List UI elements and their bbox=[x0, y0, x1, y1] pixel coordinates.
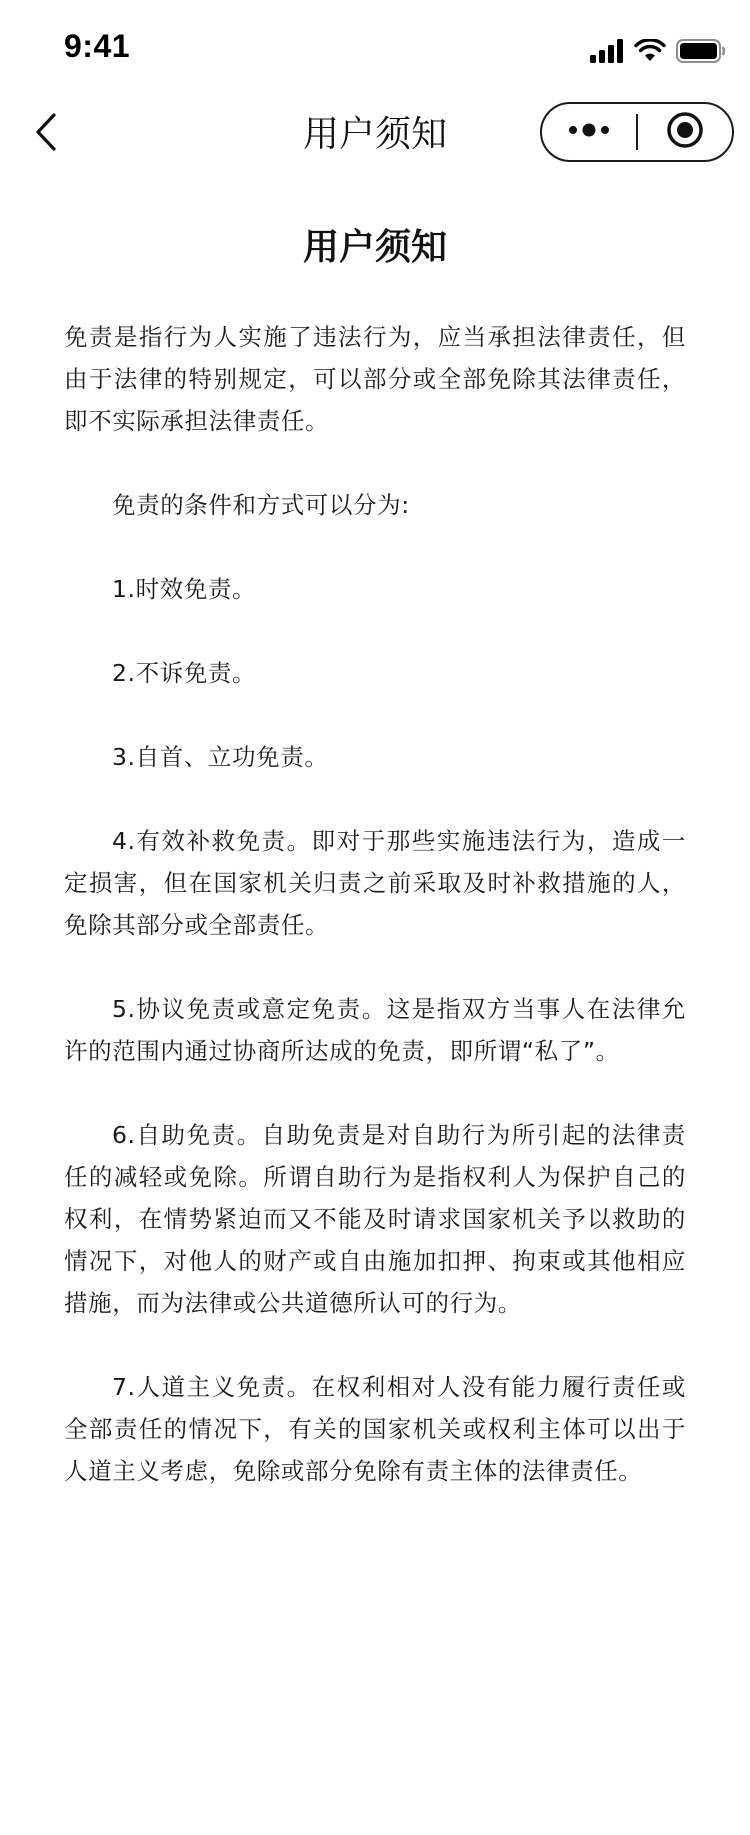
wifi-icon bbox=[634, 39, 666, 63]
close-button[interactable] bbox=[638, 104, 732, 160]
paragraph: 免责的条件和方式可以分为: bbox=[112, 491, 410, 519]
status-bar bbox=[0, 0, 750, 96]
paragraph: 7.人道主义免责。在权利相对人没有能力履行责任或全部责任的情况下，有关的国家机关或权利主体可以出于人道主义考虑，免除或部分免除有责主体的法律责任。 bbox=[64, 1373, 686, 1485]
back-button[interactable] bbox=[18, 106, 74, 162]
status-time: 9:41 bbox=[64, 28, 131, 64]
chevron-left-icon bbox=[34, 112, 58, 156]
paragraph: 3.自首、立功免责。 bbox=[112, 743, 329, 771]
battery-icon bbox=[676, 39, 726, 63]
mini-program-capsule bbox=[540, 102, 734, 162]
signal-icon bbox=[590, 39, 624, 63]
paragraph: 4.有效补救免责。即对于那些实施违法行为，造成一定损害，但在国家机关归责之前采取及时补救措施的人，免除其部分或全部责任。 bbox=[64, 827, 686, 939]
paragraph: 6.自助免责。自助免责是对自助行为所引起的法律责任的减轻或免除。所谓自助行为是指权利人为保护自己的权利，在情势紧迫而又不能及时请求国家机关予以救助的情况下，对他人的财产或自由施加扣押、拘束或其他相应措施，而为法律或公共道德所认可的行为。 bbox=[64, 1121, 686, 1317]
paragraph: 免责是指行为人实施了违法行为，应当承担法律责任，但由于法律的特别规定，可以部分或全部免除其法律责任，即不实际承担法律责任。 bbox=[64, 323, 686, 435]
nav-title: 用户须知 bbox=[302, 114, 447, 155]
paragraph-list bbox=[64, 316, 686, 1492]
more-dots-icon bbox=[567, 122, 611, 142]
content-area bbox=[64, 220, 686, 1534]
paragraph: 1.时效免责。 bbox=[112, 575, 257, 603]
target-circle-icon bbox=[666, 111, 704, 153]
status-icons bbox=[590, 36, 726, 66]
nav-bar bbox=[0, 96, 750, 172]
more-button[interactable] bbox=[542, 104, 636, 160]
paragraph: 5.协议免责或意定免责。这是指双方当事人在法律允许的范围内通过协商所达成的免责，即所谓“私了”。 bbox=[64, 995, 686, 1065]
page-heading: 用户须知 bbox=[302, 227, 447, 268]
paragraph: 2.不诉免责。 bbox=[112, 659, 257, 687]
